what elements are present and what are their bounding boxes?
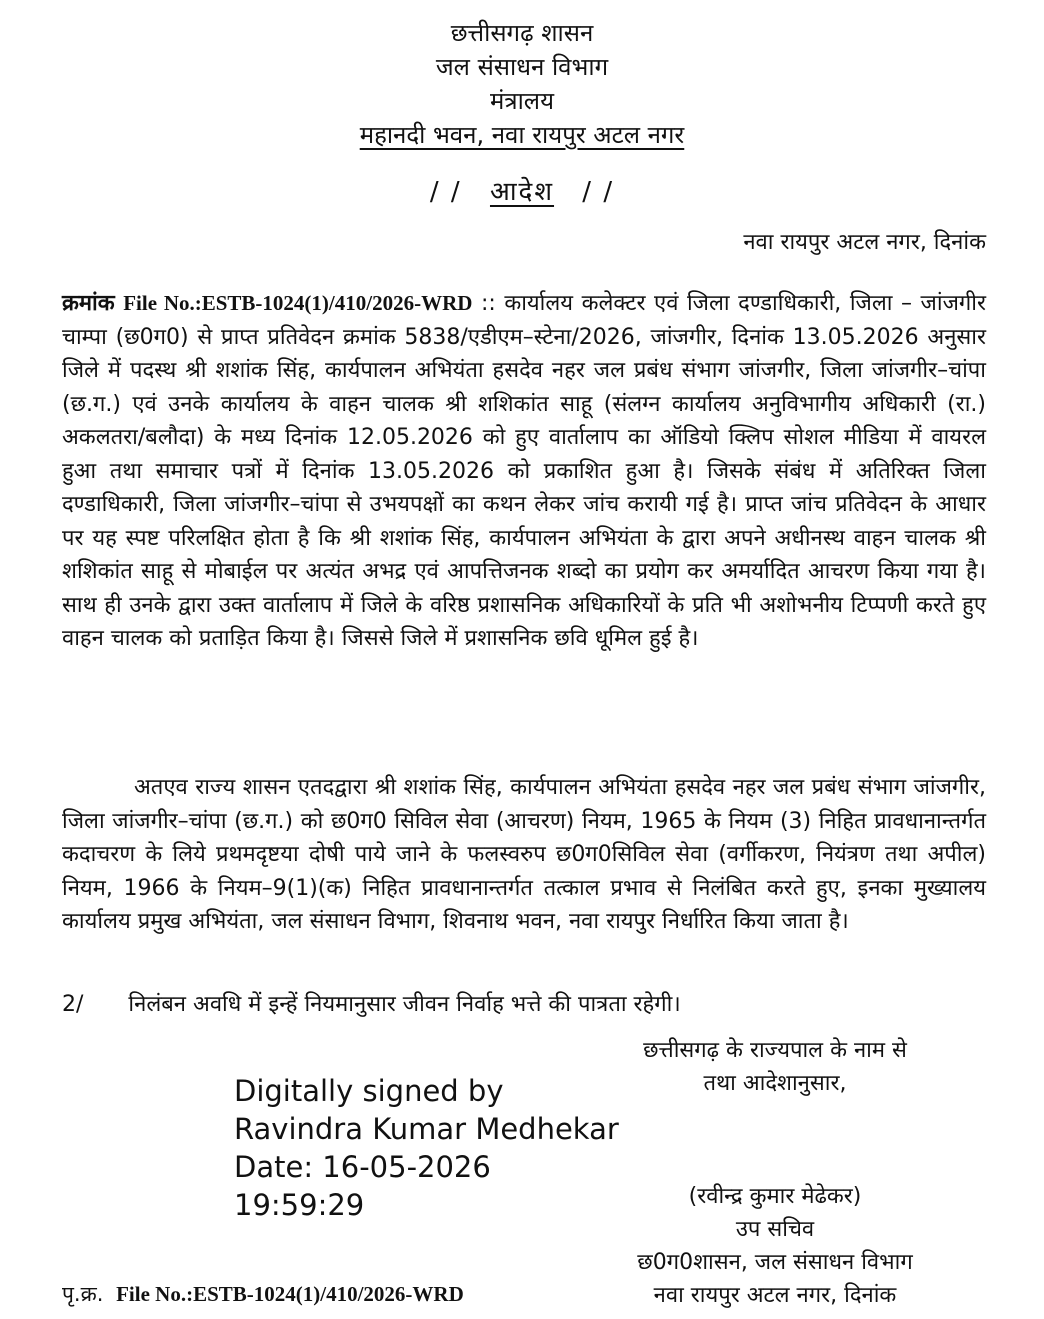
paragraph-3-number: 2/: [62, 992, 84, 1017]
digital-signature-time: 19:59:29: [234, 1188, 365, 1222]
authority-line-1: छत्तीसगढ़ के राज्यपाल के नाम से: [643, 1038, 907, 1063]
header-address: महानदी भवन, नवा रायपुर अटल नगर: [359, 121, 685, 149]
authority-line-2: तथा आदेशानुसार,: [703, 1071, 847, 1096]
paragraph-3-text: निलंबन अवधि में इन्हें नियमानुसार जीवन निर्वाह भत्ते की पात्रता रहेगी।: [128, 992, 681, 1017]
endorsement-reference: [62, 1280, 464, 1308]
signatory-place-date: नवा रायपुर अटल नगर, दिनांक: [653, 1283, 897, 1308]
header-ministry: मंत्रालय: [489, 87, 554, 115]
header-government: छत्तीसगढ़ शासन: [450, 19, 594, 47]
header-department: जल संसाधन विभाग: [435, 53, 609, 81]
order-heading-title: आदेश: [489, 177, 555, 207]
paragraph-1-text: :: कार्यालय कलेक्टर एवं जिला दण्डाधिकारी, जिला – जांजगीर चाम्पा (छ0ग0) से प्राप्त प्रतिवेदन क्रमांक 5838/एडीएम–स्टेना/2026, जांजगीर, दिनांक 13.05.2026 अनुसार जिले में पदस्थ श्री शशांक सिंह, कार्यपालन अभियंता हसदेव नहर जल प्रबंध संभाग जांजगीर, जिला जांजगीर–चांपा (छ.ग.) एवं उनके कार्यालय के वाहन चालक श्री शशिकांत साहू (संलग्न कार्यालय अनुविभागीय अधिकारी (रा.) अकलतरा/बलौदा) के मध्य दिनांक 12.05.2026 को हुए वार्तालाप का ऑडियो क्लिप सोशल मीडिया में वायरल हुआ तथा समाचार पत्रों में दिनांक 13.05.2026 को प्रकाशित हुआ है। जिसके संबंध में अतिरिक्त जिला दण्डाधिकारी, जिला जांजगीर–चांपा से उभयपक्षों का कथन लेकर जांच करायी गई है। प्राप्त जांच प्रतिवेदन के आधार पर यह स्पष्ट परिलक्षित होता है कि श्री शशांक सिंह, कार्यपालन अभियंता के द्वारा अपने अधीनस्थ वाहन चालक श्री शशिकांत साहू से मोबाईल पर अत्यंत अभद्र एवं आपत्तिजनक शब्दो का प्रयोग कर अमर्यादित आचरण किया गया है। साथ ही उनके द्वारा उक्त वार्तालाप में जिले के वरिष्ठ प्रशासनिक अधिकारियों के प्रति भी अशोभनीय टिप्पणी करते हुए वाहन चालक को प्रताड़ित किया है। जिससे जिले में प्रशासनिक छवि धूमिल हुई है।: [62, 291, 986, 651]
order-paragraph-1: [62, 287, 986, 656]
reference-file-no: File No.:ESTB-1024(1)/410/2026-WRD: [123, 291, 473, 315]
date-line: नवा रायपुर अटल नगर, दिनांक: [743, 230, 986, 255]
signatory-block: [560, 1180, 990, 1312]
signatory-designation: उप सचिव: [735, 1217, 815, 1242]
order-heading: [0, 172, 1044, 208]
digital-signature-line-1: Digitally signed by: [234, 1074, 504, 1108]
endorsement-prefix: पृ.क्र.: [62, 1282, 104, 1306]
signatory-department: छ0ग0शासन, जल संसाधन विभाग: [637, 1250, 913, 1275]
order-paragraph-3: [62, 988, 681, 1021]
order-paragraph-2: अतएव राज्य शासन एतदद्वारा श्री शशांक सिंह, कार्यपालन अभियंता हसदेव नहर जल प्रबंध संभाग जांजगीर, जिला जांजगीर–चांपा (छ.ग.) को छ0ग0 सिविल सेवा (आचरण) नियम, 1965 के नियम (3) निहित प्रावधानान्तर्गत कदाचरण के लिये प्रथमदृष्टया दोषी पाये जाने के फलस्वरुप छ0ग0सिविल सेवा (वर्गीकरण, नियंत्रण तथा अपील) नियम, 1966 के नियम–9(1)(क) निहित प्रावधानान्तर्गत तत्काल प्रभाव से निलंबित करते हुए, इनका मुख्यालय कार्यालय प्रमुख अभियंता, जल संसाधन विभाग, शिवनाथ भवन, नवा रायपुर निर्धारित किया जाता है।: [62, 775, 986, 934]
digital-signature-date: Date: 16-05-2026: [234, 1150, 491, 1184]
order-heading-left: / /: [429, 177, 462, 207]
endorsement-file-no: File No.:ESTB-1024(1)/410/2026-WRD: [116, 1282, 464, 1306]
authority-block: [560, 1034, 990, 1100]
department-header: [0, 16, 1044, 152]
reference-prefix: क्रमांक: [62, 291, 115, 316]
signatory-name: (रवीन्द्र कुमार मेढेकर): [688, 1184, 862, 1209]
order-heading-right: / /: [582, 177, 615, 207]
digital-signature-name: Ravindra Kumar Medhekar: [234, 1112, 619, 1146]
